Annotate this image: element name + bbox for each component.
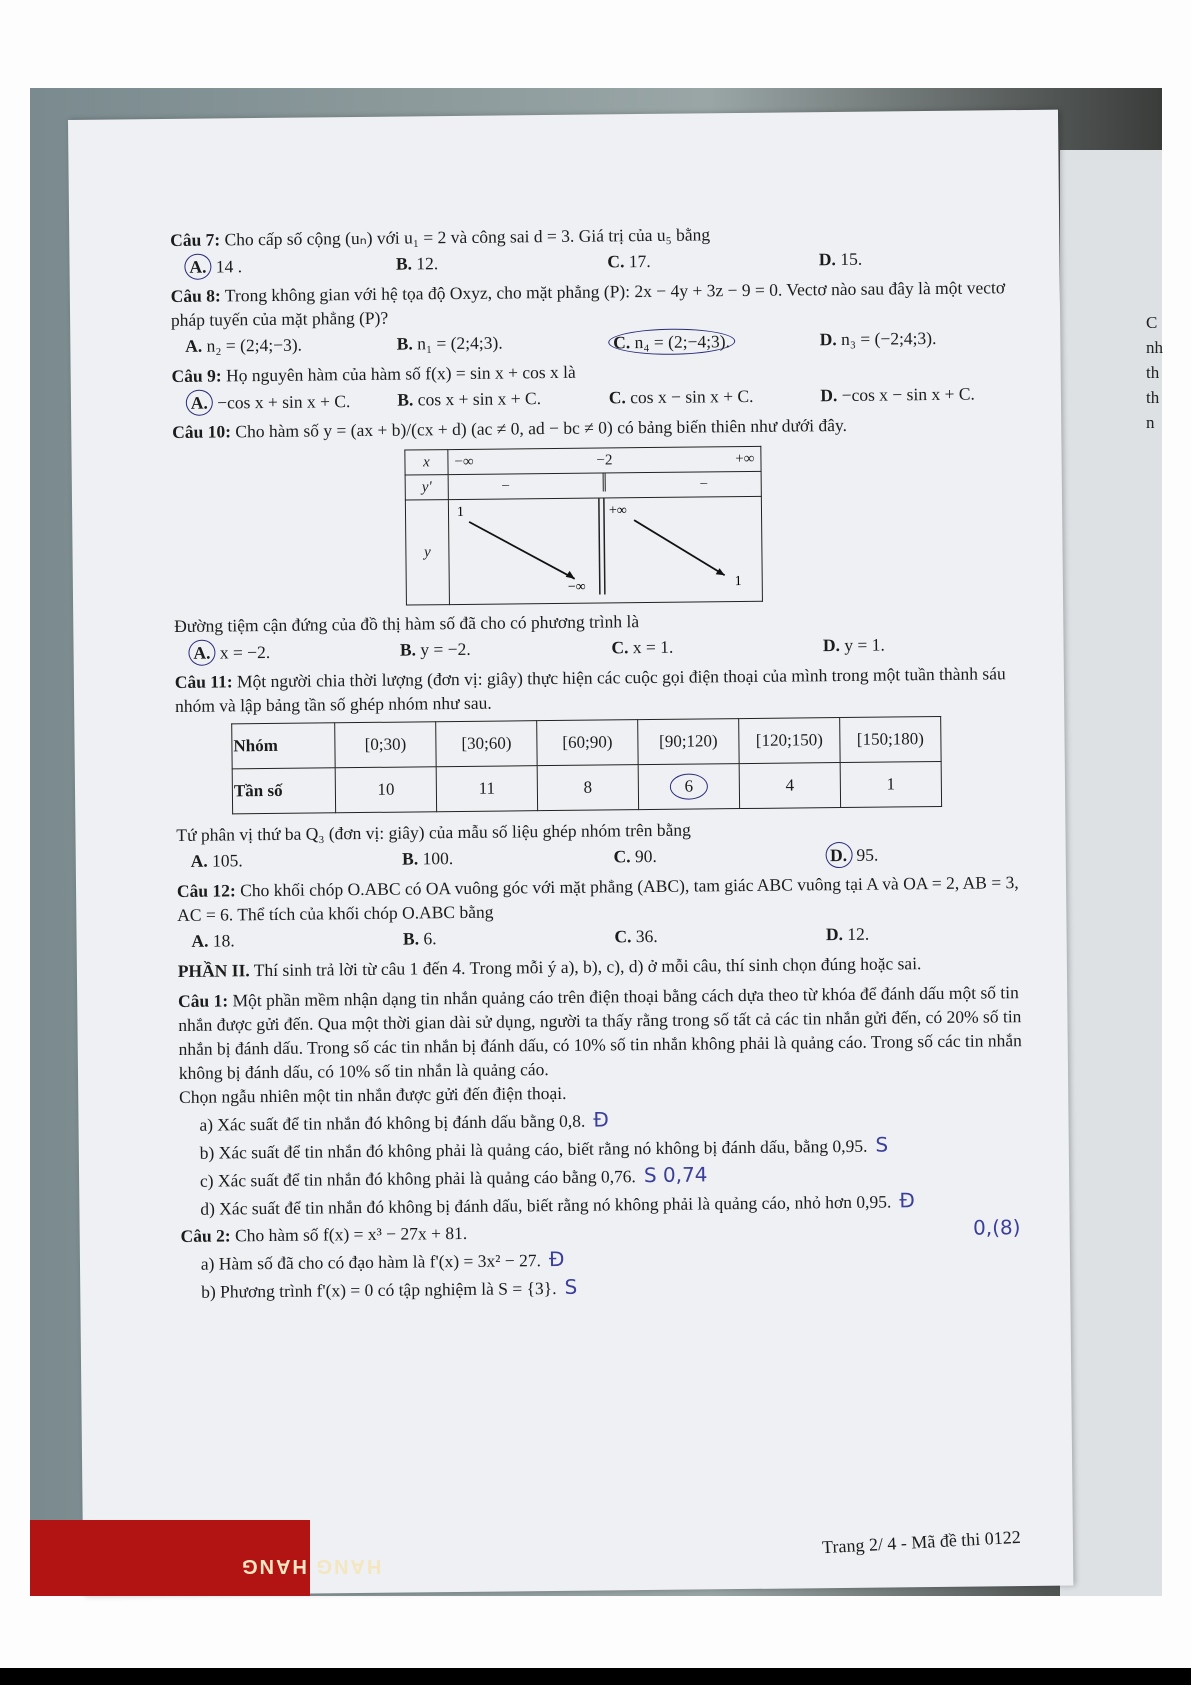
handwritten-mark: Đ (548, 1246, 565, 1272)
question-label: Câu 7: (170, 229, 221, 250)
bottom-border (0, 1668, 1191, 1685)
question-text: Một phần mềm nhận dạng tin nhắn quảng cáo trên điện thoại bằng cách dựa theo từ khóa để đánh dấu một số tin nhắn được gửi đến. Qua một thời gian dài sử dụng, người ta thấy rằng trong số tất cả các tin nhắn gửi đến, có 20% số tin nhắn bị đánh dấu. Trong số các tin nhắn bị đánh dấu, có 10% số tin nhắn không phải là quảng cáo. Trong số các tin nhắn không bị đánh dấu, có 10% số tin nhắn là quảng cáo. (178, 982, 1022, 1083)
table-cell: 1 (840, 761, 941, 807)
question-text: Đường tiệm cận đứng của đồ thị hàm số đã cho có phương trình là (174, 611, 640, 636)
exam-content (170, 219, 1041, 1307)
section-label: PHẦN II. (177, 960, 250, 981)
edge-line: n (1146, 413, 1155, 432)
table-cell: [0;30) (335, 722, 436, 768)
question-text: Cho khối chóp O.ABC có OA vuông góc với mặt phẳng (ABC), tam giác ABC vuông tại A và OA = 2, AB = 3, AC = 6. Thể tích của khối chóp O.ABC bằng (177, 872, 1019, 925)
y-value: 1 (734, 574, 742, 590)
statement: a) Hàm số đã cho có đạo hàm là f'(x) = 3x² − 27. Đ (200, 1246, 565, 1274)
question-text: Một người chia thời lượng (đơn vị: giây) thực hiện các cuộc gọi điện thoại của mình trong một tuần thành sáu nhóm và lập bảng tần số ghép nhóm như sau. (174, 663, 1006, 716)
table-cell: −∞ −2 +∞ (448, 446, 761, 474)
option-c: C. 36. (614, 925, 658, 947)
next-page-text (1146, 310, 1163, 435)
question-12 (177, 870, 1037, 927)
question-label: Câu 8: (170, 285, 221, 306)
option-a: A. n₂ = (2;4;−3). (185, 334, 303, 356)
option-b: B. y = −2. (399, 638, 471, 660)
question-text: Trong không gian với hệ tọa độ Oxyz, cho mặt phẳng (P): 2x − 4y + 3z − 9 = 0. Vectơ nào sau đây là một vectơ pháp tuyến của mặt phẳng (P)? (170, 277, 1006, 330)
question-text: Họ nguyên hàm của hàm số f(x) = sin x + cos x là (225, 361, 576, 386)
question-11 (175, 661, 1035, 718)
option-d: D. 95. (825, 840, 1037, 868)
question-label: Câu 2: (180, 1225, 231, 1246)
handwritten-mark: S (564, 1274, 578, 1299)
option-c: C. 90. (613, 845, 657, 867)
table-cell (448, 496, 762, 604)
handwritten-mark: S 0,74 (643, 1162, 708, 1188)
edge-line: th (1146, 388, 1160, 407)
edge-line: th (1146, 363, 1160, 382)
option-d: D. 15. (818, 248, 863, 270)
option-c: C. 17. (607, 250, 651, 272)
question-label: Câu 11: (174, 671, 233, 692)
option-c (608, 327, 820, 355)
option-d: D. −cos x − sin x + C. (820, 383, 975, 406)
question-label: Câu 9: (171, 365, 222, 386)
statement: b) Xác suất để tin nhắn đó không phải là quảng cáo, biết rằng nó không bị đánh dấu, bằng 0,95. S (199, 1132, 889, 1163)
table-header: Tần số (232, 768, 335, 814)
book-spine-text: HANG HANG (240, 1555, 382, 1577)
answer-circle: A. (184, 254, 211, 280)
option-a: A. x = −2. (188, 638, 400, 666)
answer-circle: A. (186, 390, 213, 416)
frequency-table (231, 716, 942, 814)
y-value: −∞ (567, 579, 586, 595)
statement: c) Xác suất để tin nhắn đó không phải là quảng cáo bằng 0,76. S 0,74 (199, 1162, 708, 1191)
question-text: Tứ phân vị thứ ba Q₃ (đơn vị: giây) của mẫu số liệu ghép nhóm trên bằng (176, 819, 691, 845)
answer-circle: C. n₄ = (2;−4;3). (608, 328, 735, 355)
option-d: D. 12. (825, 923, 870, 945)
page-footer: Trang 2/ 4 - Mã đề thi 0122 (821, 1526, 1022, 1558)
table-cell: [60;90) (537, 720, 638, 766)
question-label: Câu 10: (172, 421, 232, 442)
question-text: Cho hàm số y = (ax + b)/(cx + d) (ac ≠ 0, ad − bc ≠ 0) có bảng biến thiên như dưới đây. (235, 414, 848, 442)
edge-line: C (1146, 313, 1158, 332)
option-a: A. 14 . (184, 252, 396, 280)
option-a: A. 105. (190, 850, 243, 871)
table-cell: 10 (335, 767, 436, 813)
table-header: Nhóm (232, 723, 335, 769)
table-cell: 8 (537, 765, 638, 811)
table-cell: [90;120) (638, 719, 739, 765)
table-cell: [120;150) (739, 718, 840, 764)
table-cell: − − (448, 471, 761, 499)
table-row (405, 446, 761, 475)
table-cell: 11 (436, 766, 537, 812)
question-label: Câu 12: (176, 880, 236, 901)
section-text: Thí sinh trả lời từ câu 1 đến 4. Trong mỗi ý a), b), c), d) ở mỗi câu, thí sinh chọn đúng hoặc sai. (253, 953, 922, 981)
statement: b) Phương trình f'(x) = 0 có tập nghiệm là S = {3}. S (201, 1274, 578, 1302)
handwritten-note: 0,(8) (972, 1215, 1021, 1240)
answer-circle: 6 (669, 773, 708, 799)
table-cell: y' (405, 475, 448, 500)
table-row (232, 716, 941, 768)
variation-table (404, 446, 763, 606)
option-b: B. 6. (402, 928, 437, 949)
table-cell: [30;60) (436, 721, 537, 767)
edge-line: nh (1146, 338, 1163, 357)
option-b: B. n₁ = (2;4;3). (396, 332, 503, 354)
option-b: B. 12. (395, 253, 439, 274)
table-row (405, 471, 761, 500)
option-a: A. 18. (191, 930, 235, 951)
handwritten-mark: Đ (593, 1107, 609, 1132)
table-cell: 4 (739, 763, 840, 809)
table-cell: y (405, 500, 449, 605)
answer-circle: A. (188, 640, 215, 666)
question-text: Cho hàm số f(x) = x³ − 27x + 81. (234, 1222, 468, 1246)
option-d: D. y = 1. (822, 634, 885, 656)
statement: a) Xác suất để tin nhắn đó không bị đánh dấu bằng 0,8. Đ (199, 1107, 609, 1135)
handwritten-mark: S (875, 1132, 889, 1157)
table-cell (638, 764, 739, 810)
option-b: B. 100. (402, 848, 454, 869)
table-cell: x (405, 450, 448, 475)
question-text: Chọn ngẫu nhiên một tin nhắn được gửi đến điện thoại. (178, 1082, 567, 1107)
question-text: Cho cấp số cộng (uₙ) với u₁ = 2 và công sai d = 3. Giá trị của u₅ bằng (224, 224, 711, 250)
y-value: +∞ (608, 503, 627, 519)
part2-question-1 (178, 980, 1039, 1085)
question-8 (171, 275, 1031, 332)
option-a: A. −cos x + sin x + C. (186, 388, 398, 416)
option-c: C. x = 1. (611, 636, 674, 658)
variation-arrows (449, 497, 762, 596)
question-10 (172, 411, 1032, 444)
table-row (232, 761, 941, 813)
option-c: C. cos x − sin x + C. (608, 385, 754, 408)
table-row (405, 496, 762, 605)
option-d: D. n₃ = (−2;4;3). (819, 327, 937, 350)
part-2-heading (178, 950, 1038, 983)
statement: d) Xác suất để tin nhắn đó không bị đánh dấu, biết rằng nó không phải là quảng cáo, nhỏ hơn 0,95. Đ (200, 1188, 915, 1219)
answer-circle: D. (825, 842, 852, 868)
y-value: 1 (456, 504, 465, 521)
table-cell: [150;180) (840, 716, 941, 762)
question-label: Câu 1: (177, 990, 229, 1011)
option-b: B. cos x + sin x + C. (397, 388, 542, 410)
handwritten-mark: Đ (899, 1188, 915, 1213)
